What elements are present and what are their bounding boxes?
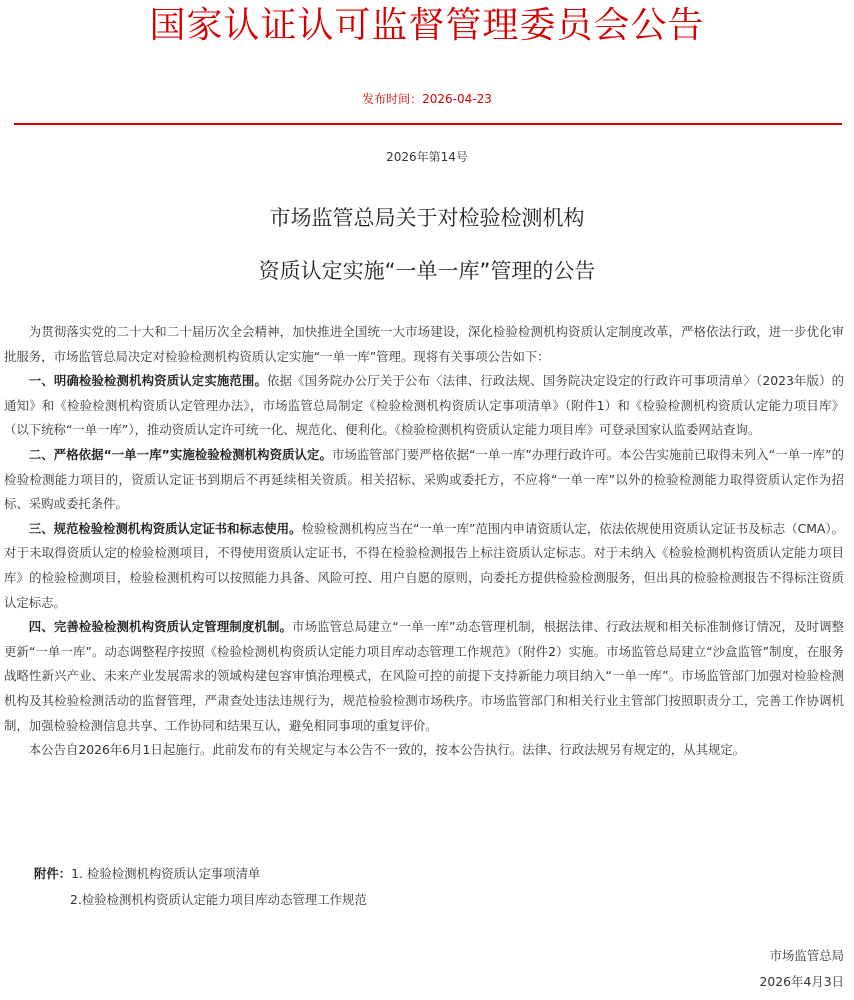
attachment-link-2[interactable]: 2.检验检测机构资质认定能力项目库动态管理工作规范 bbox=[70, 892, 367, 907]
section-2-heading: 二、严格依据“一单一库”实施检验检测机构资质认定。 bbox=[28, 446, 332, 462]
section-2 bbox=[4, 443, 844, 517]
masthead-title: 国家认证认可监督管理委员会公告 bbox=[149, 5, 705, 46]
header-divider bbox=[14, 123, 842, 125]
closing-paragraph: 本公告自2026年6月1日起施行。此前发布的有关规定与本公告不一致的，按本公告执行。法律、行政法规另有规定的，从其规定。 bbox=[28, 742, 746, 758]
section-3-text: 检验检测机构应当在“一单一库”范围内申请资质认定，依法依规使用资质认定证书及标志（CMA）。对于未取得资质认定的检验检测项目，不得使用资质认定证书，不得在检验检测报告上标注资质认定标志。对于未纳入《检验检测机构资质认定能力项目库》的检验检测项目，检验检测机构可以按照能力具备、风险可控、用户自愿的原则，向委托方提供检验检测服务，但出具的检验检测报告不得标注资质认定标志。 bbox=[4, 520, 844, 610]
document-title-line2: 资质认定实施“一单一库”管理的公告 bbox=[258, 259, 596, 283]
section-4 bbox=[4, 615, 844, 738]
publish-date-value: 2026-04-23 bbox=[422, 92, 492, 106]
document-body bbox=[4, 320, 844, 763]
attachment-item-2 bbox=[70, 890, 367, 908]
publish-date bbox=[0, 92, 854, 106]
attachment-item-1 bbox=[34, 864, 260, 882]
section-4-heading: 四、完善检验检测机构资质认定管理制度机制。 bbox=[28, 619, 293, 635]
section-1-text: 依据《国务院办公厅关于公布〈法律、行政法规、国务院决定设定的行政许可事项清单〉（2023年版）的通知》和《检验检测机构资质认定管理办法》，市场监管总局制定《检验检测机构资质认定事项清单》（附件1）和《检验检测机构资质认定能力项目库》（以下统称“一单一库”），推动资质认定许可统一化、规范化、便利化。《检验检测机构资质认定能力项目库》可登录国家认监委网站查询。 bbox=[4, 373, 844, 438]
section-3 bbox=[4, 517, 844, 615]
section-1 bbox=[4, 369, 844, 443]
publish-date-label: 发布时间： bbox=[362, 92, 423, 106]
document-number: 2026年第14号 bbox=[386, 150, 468, 164]
attachment-label: 附件： bbox=[34, 866, 72, 881]
section-3-heading: 三、规范检验检测机构资质认定证书和标志使用。 bbox=[28, 520, 302, 536]
signature-org: 市场监管总局 bbox=[769, 948, 844, 963]
signature-date: 2026年4月3日 bbox=[759, 974, 844, 989]
section-1-heading: 一、明确检验检测机构资质认定实施范围。 bbox=[28, 373, 268, 389]
intro-paragraph: 为贯彻落实党的二十大和二十届历次全会精神，加快推进全国统一大市场建设，深化检验检测机构资质认定制度改革，严格依法行政，进一步优化审批服务，市场监管总局决定对检验检测机构资质认定实施“一单一库”管理。现将有关事项公告如下： bbox=[4, 324, 844, 364]
section-4-text: 市场监管总局建立“一单一库”动态管理机制，根据法律、行政法规和相关标准制修订情况，及时调整更新“一单一库”。动态调整程序按照《检验检测机构资质认定能力项目库动态管理工作规范》（附件2）实施。市场监管总局建立“沙盒监管”制度，在服务战略性新兴产业、未来产业发展需求的领域构建包容审慎治理模式，在风险可控的前提下支持新能力项目纳入“一单一库”。市场监管部门加强对检验检测机构及其检验检测活动的监督管理，严肃查处违法违规行为，规范检验检测市场秩序。市场监管部门和相关行业主管部门按照职责分工，完善工作协调机制，加强检验检测信息共享、工作协同和结果互认，避免相同事项的重复评价。 bbox=[4, 619, 845, 733]
section-2-text: 市场监管部门要严格依据“一单一库”办理行政许可。本公告实施前已取得未列入“一单一库”的检验检测能力项目的，资质认定证书到期后不再延续相关资质。相关招标、采购或委托方，不应将“一单一库”以外的检验检测能力取得资质认定作为招标、采购或委托条件。 bbox=[4, 446, 844, 512]
attachment-link-1[interactable]: 1. 检验检测机构资质认定事项清单 bbox=[71, 866, 261, 881]
document-title-line1: 市场监管总局关于对检验检测机构 bbox=[269, 206, 585, 230]
